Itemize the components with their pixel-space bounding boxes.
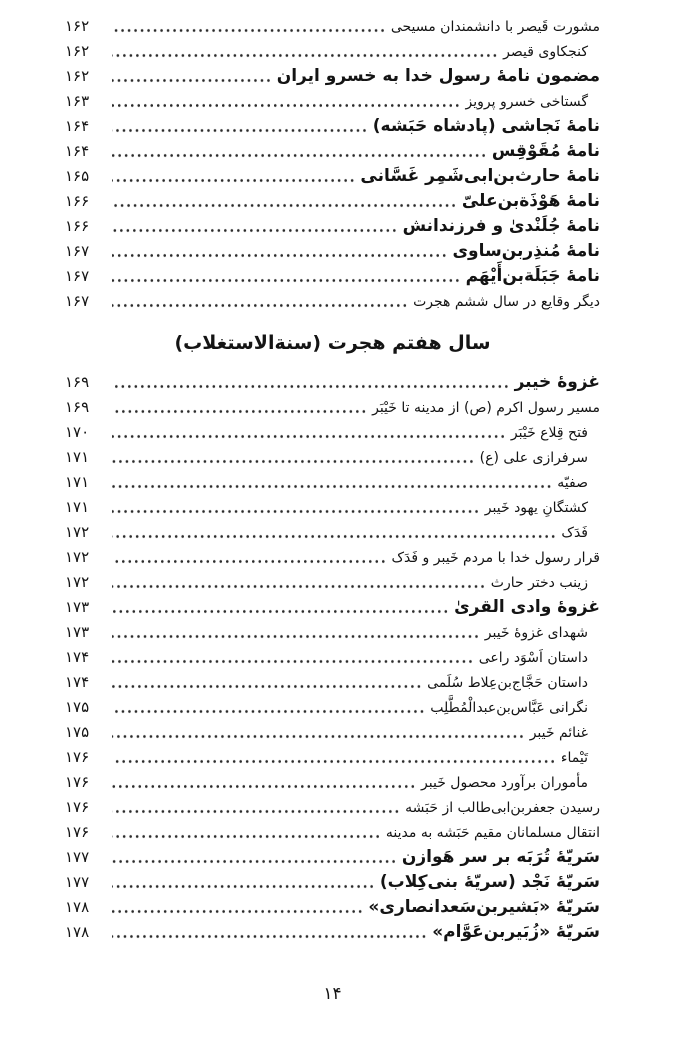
dot-leader — [112, 14, 386, 39]
dot-leader — [112, 64, 272, 89]
toc-entry — [65, 570, 600, 595]
dot-leader — [112, 920, 427, 945]
dot-leader — [112, 895, 363, 920]
entry-title: غنائم خَیبر — [529, 725, 588, 741]
toc-entry — [65, 189, 600, 214]
entry-title: مسیر رسول اکرم (ص) از مدینه تا خَیْبَر — [372, 400, 600, 416]
entry-title: فتح قِلاع خَیْبَر — [510, 425, 588, 441]
entry-title: کنجکاوی قیصر — [503, 44, 588, 60]
toc-entry — [65, 289, 600, 314]
entry-page-number: ۱۶۲ — [65, 67, 90, 85]
toc-entry — [65, 470, 600, 495]
entry-page-number: ۱۷۲ — [65, 573, 90, 591]
toc-entry — [65, 895, 600, 920]
dot-leader — [112, 289, 408, 314]
entry-page-number: ۱۶۷ — [65, 242, 90, 260]
toc-entry — [65, 670, 600, 695]
dot-leader — [112, 214, 398, 239]
entry-page-number: ۱۷۶ — [65, 748, 90, 766]
entry-page-number: ۱۶۷ — [65, 292, 90, 310]
entry-page-number: ۱۶۴ — [65, 142, 90, 160]
entry-title: تَیْماء — [560, 750, 588, 766]
dot-leader — [112, 370, 510, 395]
entry-page-number: ۱۷۳ — [65, 598, 90, 616]
entry-title: صفیّه — [557, 475, 588, 491]
entry-title: داستان اَسْوَد راعی — [478, 650, 588, 666]
entry-title: نامهٔ نَجاشی (پادشاه حَبَشه) — [372, 116, 600, 136]
dot-leader — [112, 189, 457, 214]
entry-title: نامهٔ مُنذِربن‌ساوی — [452, 241, 600, 261]
toc-entry — [65, 520, 600, 545]
entry-page-number: ۱۷۴ — [65, 673, 90, 691]
entry-page-number: ۱۷۱ — [65, 448, 90, 466]
dot-leader — [112, 420, 506, 445]
entry-title: نامهٔ جَبَلَة‌بن‌أَیْهَم — [465, 266, 600, 286]
toc-entry — [65, 645, 600, 670]
section-heading: سال هفتم هجرت (سنةالاستغلاب) — [174, 332, 491, 354]
entry-page-number: ۱۶۶ — [65, 192, 90, 210]
entry-page-number: ۱۷۱ — [65, 498, 90, 516]
entry-page-number: ۱۷۶ — [65, 798, 90, 816]
entry-page-number: ۱۶۹ — [65, 398, 90, 416]
toc-entry — [65, 420, 600, 445]
toc-entry — [65, 370, 600, 395]
entry-page-number: ۱۷۷ — [65, 848, 90, 866]
entry-page-number: ۱۷۸ — [65, 923, 90, 941]
entry-title: گستاخی خسرو پرویز — [465, 94, 588, 110]
entry-page-number: ۱۷۰ — [65, 423, 90, 441]
entry-title: غزوهٔ خیبر — [514, 372, 600, 392]
dot-leader — [112, 820, 381, 845]
toc-entry — [65, 39, 600, 64]
entry-page-number: ۱۷۶ — [65, 823, 90, 841]
dot-leader — [112, 139, 487, 164]
entry-title: زینب دختر حارث — [490, 575, 588, 591]
entry-title: سَریّهٔ «زُبَیربن‌عَوَّام» — [432, 922, 600, 942]
entry-title: قرار رسول خدا با مردم خَیبر و فَدَک — [391, 550, 600, 566]
toc-entry — [65, 745, 600, 770]
dot-leader — [112, 745, 556, 770]
entry-page-number: ۱۷۷ — [65, 873, 90, 891]
toc-entry — [65, 214, 600, 239]
toc-section — [65, 328, 600, 945]
entry-title: داستان حَجَّاج‌بن‌عِلاط سُلَمی — [427, 675, 588, 691]
toc-section — [65, 14, 600, 314]
dot-leader — [112, 795, 400, 820]
toc-entry — [65, 64, 600, 89]
dot-leader — [112, 114, 368, 139]
entry-title: کشتگانِ یهود خَیبر — [484, 500, 588, 516]
entry-title: دیگر وقایع در سال ششم هجرت — [413, 294, 600, 310]
dot-leader — [112, 39, 498, 64]
entry-page-number: ۱۶۲ — [65, 42, 90, 60]
dot-leader — [112, 164, 355, 189]
page-number-footer: ۱۴ — [323, 984, 342, 1004]
toc-entry — [65, 445, 600, 470]
dot-leader — [112, 870, 375, 895]
dot-leader — [112, 770, 416, 795]
entry-page-number: ۱۷۶ — [65, 773, 90, 791]
dot-leader — [112, 445, 475, 470]
toc-entry — [65, 845, 600, 870]
dot-leader — [112, 720, 525, 745]
entry-title: نامهٔ هَوْذَة‌بن‌علیّ — [461, 191, 600, 211]
toc-entry — [65, 720, 600, 745]
entry-title: مشورت قَیصر با دانشمندان مسیحی — [390, 19, 600, 35]
dot-leader — [112, 695, 425, 720]
entry-title: رسیدن جعفربن‌ابی‌طالب از حَبَشه — [405, 800, 600, 816]
entry-title: فَدَک — [561, 525, 588, 541]
toc-entry — [65, 239, 600, 264]
entry-page-number: ۱۶۶ — [65, 217, 90, 235]
toc-entry — [65, 620, 600, 645]
entry-title: مأموران برآورد محصول خَیبر — [421, 775, 588, 791]
dot-leader — [112, 845, 397, 870]
entry-page-number: ۱۷۴ — [65, 648, 90, 666]
entry-title: سرفرازی علی (ع) — [479, 450, 588, 466]
entry-page-number: ۱۷۲ — [65, 548, 90, 566]
toc-entry — [65, 495, 600, 520]
toc-entry — [65, 395, 600, 420]
entry-title: نامهٔ جُلَنْدیٰ و فرزندانش — [402, 216, 600, 236]
toc-entry — [65, 695, 600, 720]
toc-entry — [65, 545, 600, 570]
entry-page-number: ۱۷۸ — [65, 898, 90, 916]
dot-leader — [112, 670, 422, 695]
entry-page-number: ۱۶۳ — [65, 92, 90, 110]
entry-title: نگرانی عَبَّاس‌بن‌عبدالْمُطَّلِب — [430, 700, 588, 716]
entry-title: غزوهٔ وادی القریٰ — [454, 597, 600, 617]
toc-entry — [65, 795, 600, 820]
toc-entry — [65, 89, 600, 114]
toc-entry — [65, 139, 600, 164]
entry-page-number: ۱۷۳ — [65, 623, 90, 641]
entry-page-number: ۱۶۴ — [65, 117, 90, 135]
entry-page-number: ۱۷۵ — [65, 698, 90, 716]
entry-page-number: ۱۶۵ — [65, 167, 90, 185]
entry-title: نامهٔ حارث‌بن‌ابی‌شَمِر غَسَّانی — [360, 166, 600, 186]
dot-leader — [112, 264, 461, 289]
entry-title: مضمون نامهٔ رسول خدا به خسرو ایران — [276, 66, 600, 86]
toc-entry — [65, 595, 600, 620]
toc-entry — [65, 164, 600, 189]
dot-leader — [112, 545, 387, 570]
entry-page-number: ۱۶۹ — [65, 373, 90, 391]
entry-title: سَریّهٔ تُرَبَه بر سر هَوازن — [401, 847, 600, 867]
entry-title: سَریّهٔ «بَشیربن‌سَعدانصاری» — [368, 897, 600, 917]
dot-leader — [112, 239, 447, 264]
dot-leader — [112, 89, 461, 114]
entry-page-number: ۱۷۵ — [65, 723, 90, 741]
dot-leader — [112, 470, 552, 495]
dot-leader — [112, 395, 367, 420]
dot-leader — [112, 645, 474, 670]
entry-page-number: ۱۷۲ — [65, 523, 90, 541]
toc-entry — [65, 920, 600, 945]
toc-entry — [65, 770, 600, 795]
toc-entry — [65, 14, 600, 39]
dot-leader — [112, 620, 480, 645]
entry-title: سَریّهٔ نَجْد (سریّهٔ بنی‌کِلاب) — [379, 872, 600, 892]
entry-title: نامهٔ مُقَوْقِس — [491, 141, 600, 161]
dot-leader — [112, 495, 480, 520]
dot-leader — [112, 520, 556, 545]
entry-title: انتقال مسلمانان مقیم حَبَشه به مدینه — [385, 825, 600, 841]
toc-entry — [65, 820, 600, 845]
dot-leader — [112, 570, 486, 595]
entry-page-number: ۱۶۷ — [65, 267, 90, 285]
entry-page-number: ۱۶۲ — [65, 17, 90, 35]
toc-entry — [65, 870, 600, 895]
toc-entry — [65, 264, 600, 289]
toc-entry — [65, 114, 600, 139]
dot-leader — [112, 595, 449, 620]
entry-page-number: ۱۷۱ — [65, 473, 90, 491]
table-of-contents — [65, 14, 600, 945]
entry-title: شهدای غزوهٔ خَیبر — [484, 625, 588, 641]
